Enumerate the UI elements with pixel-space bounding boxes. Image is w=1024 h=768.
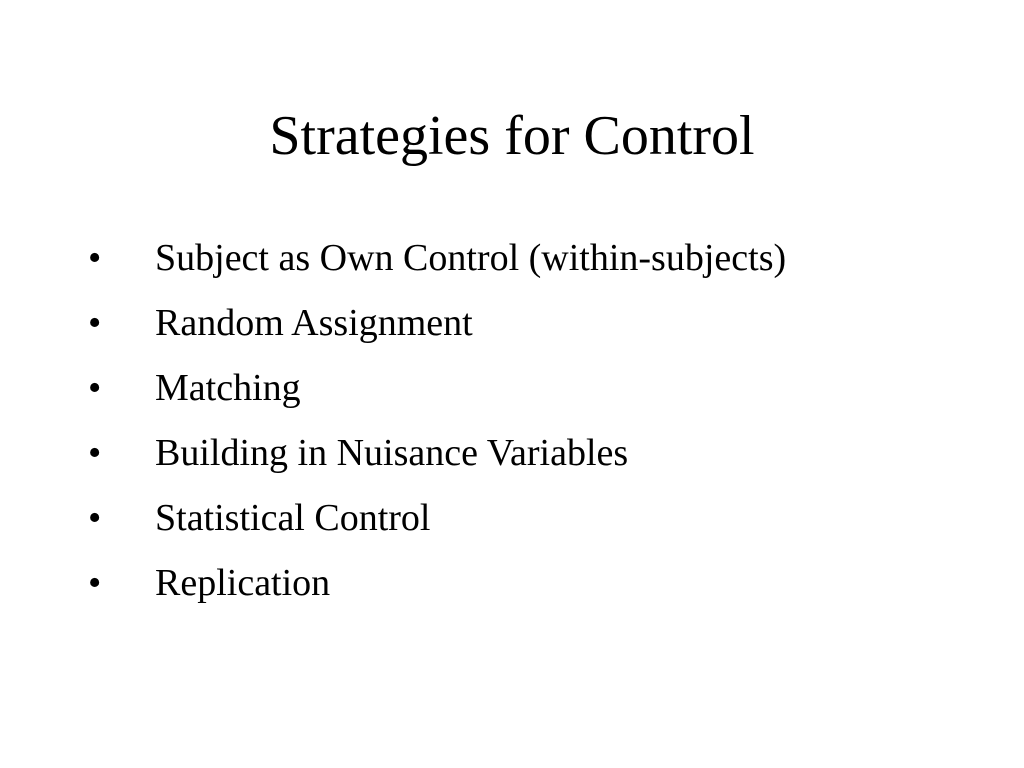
- bullet-list: [0, 226, 1024, 616]
- slide-title: Strategies for Control: [269, 105, 755, 167]
- list-item-text: Matching: [155, 367, 301, 409]
- list-item: [0, 226, 1024, 291]
- list-item: [0, 486, 1024, 551]
- bullet-icon: •: [88, 562, 102, 604]
- list-item-text: Subject as Own Control (within-subjects): [155, 237, 787, 279]
- list-item: [0, 421, 1024, 486]
- bullet-icon: •: [88, 432, 102, 474]
- list-item-text: Building in Nuisance Variables: [155, 432, 629, 474]
- list-item-text: Statistical Control: [155, 497, 431, 539]
- list-item: [0, 551, 1024, 616]
- list-item: [0, 291, 1024, 356]
- bullet-icon: •: [88, 497, 102, 539]
- bullet-icon: •: [88, 237, 102, 279]
- bullet-icon: •: [88, 367, 102, 409]
- bullet-icon: •: [88, 302, 102, 344]
- list-item: [0, 356, 1024, 421]
- list-item-text: Random Assignment: [155, 302, 473, 344]
- list-item-text: Replication: [155, 562, 331, 604]
